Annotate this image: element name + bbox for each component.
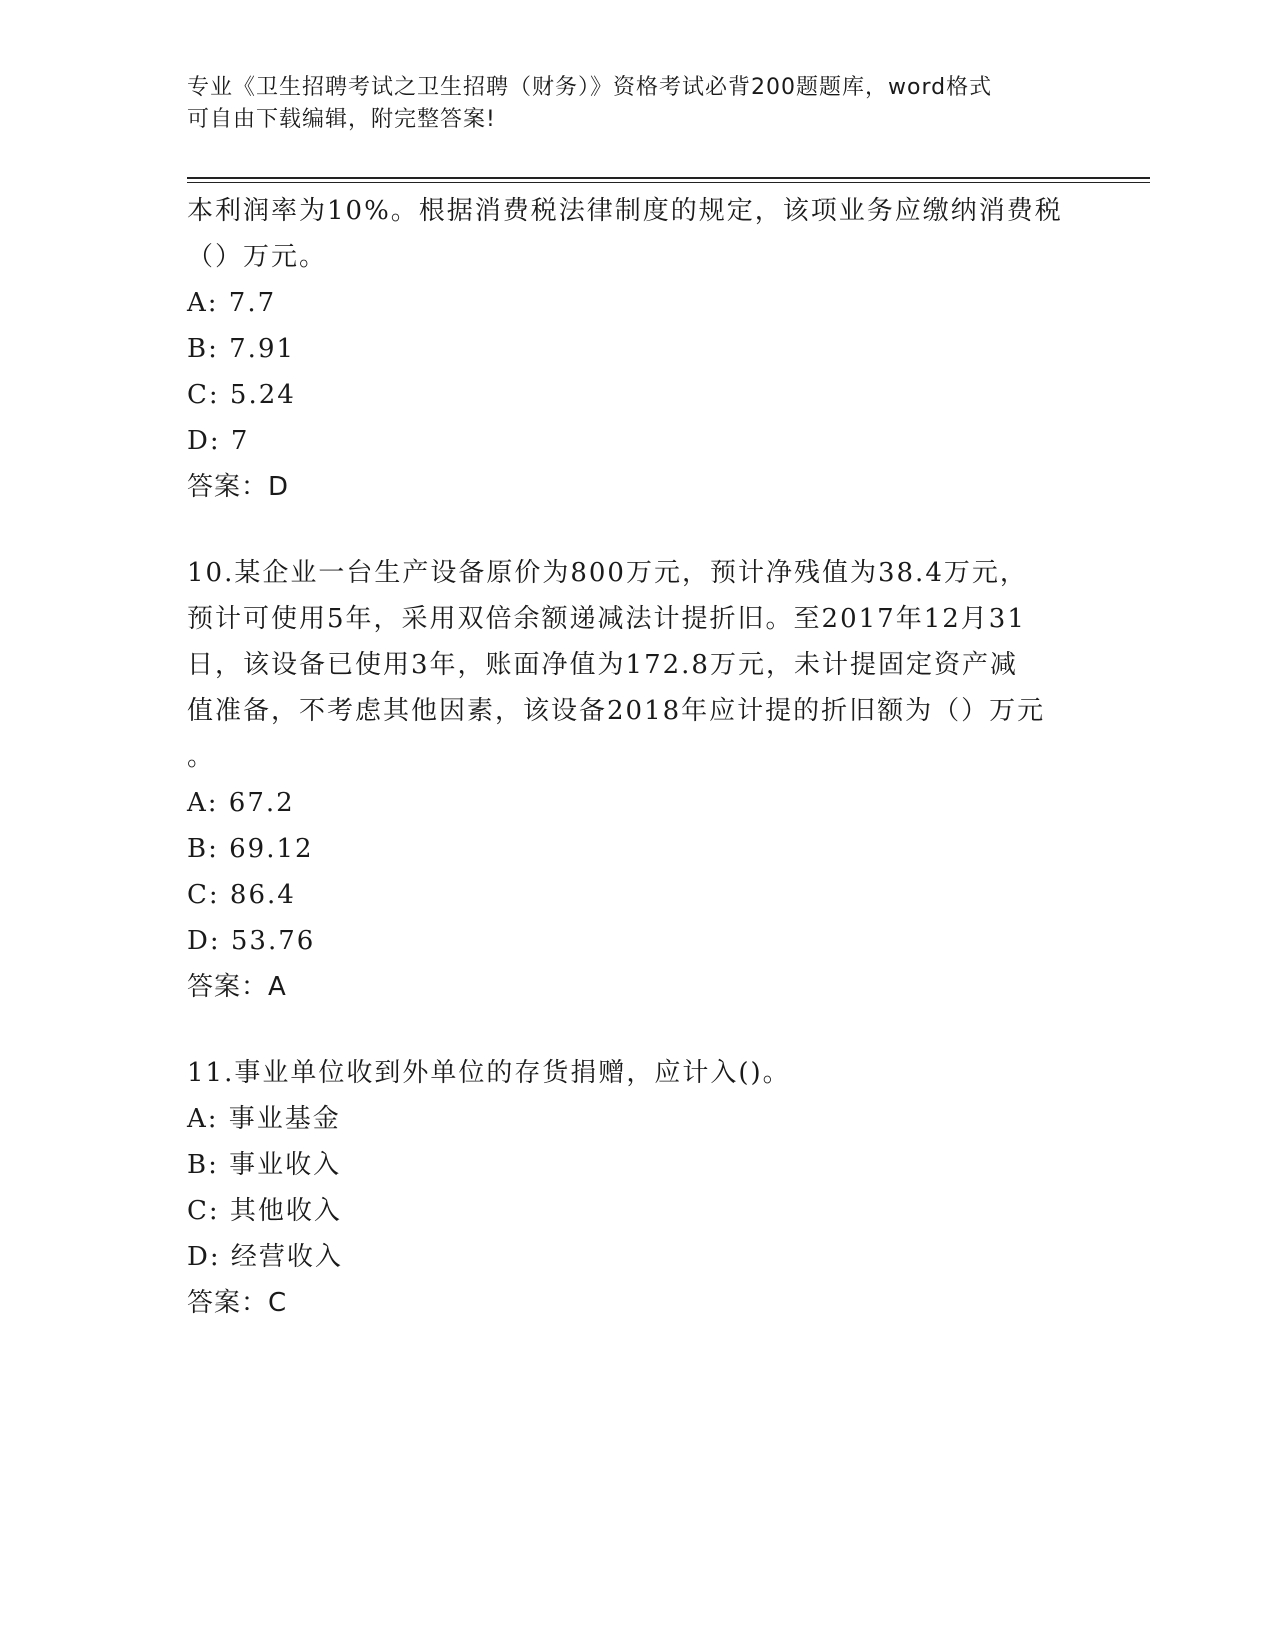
question-stem-line: 本利润率为10%。根据消费税法律制度的规定，该项业务应缴纳消费税 <box>187 196 1063 226</box>
question-10 <box>187 550 1087 1010</box>
question-9 <box>187 188 1087 510</box>
question-stem-line: （）万元。 <box>187 242 328 272</box>
question-spacer <box>187 510 1087 550</box>
question-stem-line: 日，该设备已使用3年，账面净值为172.8万元，未计提固定资产减 <box>187 650 1018 680</box>
option-b: B: 69.12 <box>187 834 314 864</box>
answer-label: 答案：C <box>187 1288 288 1318</box>
header-title-line-2: 可自由下载编辑，附完整答案! <box>187 107 496 132</box>
option-c: C: 86.4 <box>187 880 296 910</box>
option-c: C: 其他收入 <box>187 1196 342 1226</box>
header-rule-thin <box>187 182 1150 183</box>
header-title-line-1: 专业《卫生招聘考试之卫生招聘（财务）》资格考试必背200题题库，word格式 <box>187 75 993 100</box>
option-b: B: 事业收入 <box>187 1150 342 1180</box>
answer-label: 答案：D <box>187 472 290 502</box>
option-a: A: 事业基金 <box>187 1104 341 1134</box>
document-header <box>187 72 1087 136</box>
question-stem-line: 11.事业单位收到外单位的存货捐赠，应计入()。 <box>187 1058 791 1088</box>
header-rule-thick <box>187 177 1150 179</box>
option-c: C: 5.24 <box>187 380 296 410</box>
option-a: A: 67.2 <box>187 788 295 818</box>
option-d: D: 7 <box>187 426 250 456</box>
option-d: D: 53.76 <box>187 926 316 956</box>
option-d: D: 经营收入 <box>187 1242 343 1272</box>
option-b: B: 7.91 <box>187 334 296 364</box>
question-stem-line: 。 <box>187 742 216 772</box>
question-list <box>187 188 1087 1326</box>
question-stem-line: 10.某企业一台生产设备原价为800万元，预计净残值为38.4万元， <box>187 558 1028 588</box>
question-spacer <box>187 1010 1087 1050</box>
question-stem-line: 值准备，不考虑其他因素，该设备2018年应计提的折旧额为（）万元 <box>187 696 1046 726</box>
option-a: A: 7.7 <box>187 288 277 318</box>
question-stem-line: 预计可使用5年，采用双倍余额递减法计提折旧。至2017年12月31 <box>187 604 1026 634</box>
answer-label: 答案：A <box>187 972 287 1002</box>
question-11 <box>187 1050 1087 1326</box>
